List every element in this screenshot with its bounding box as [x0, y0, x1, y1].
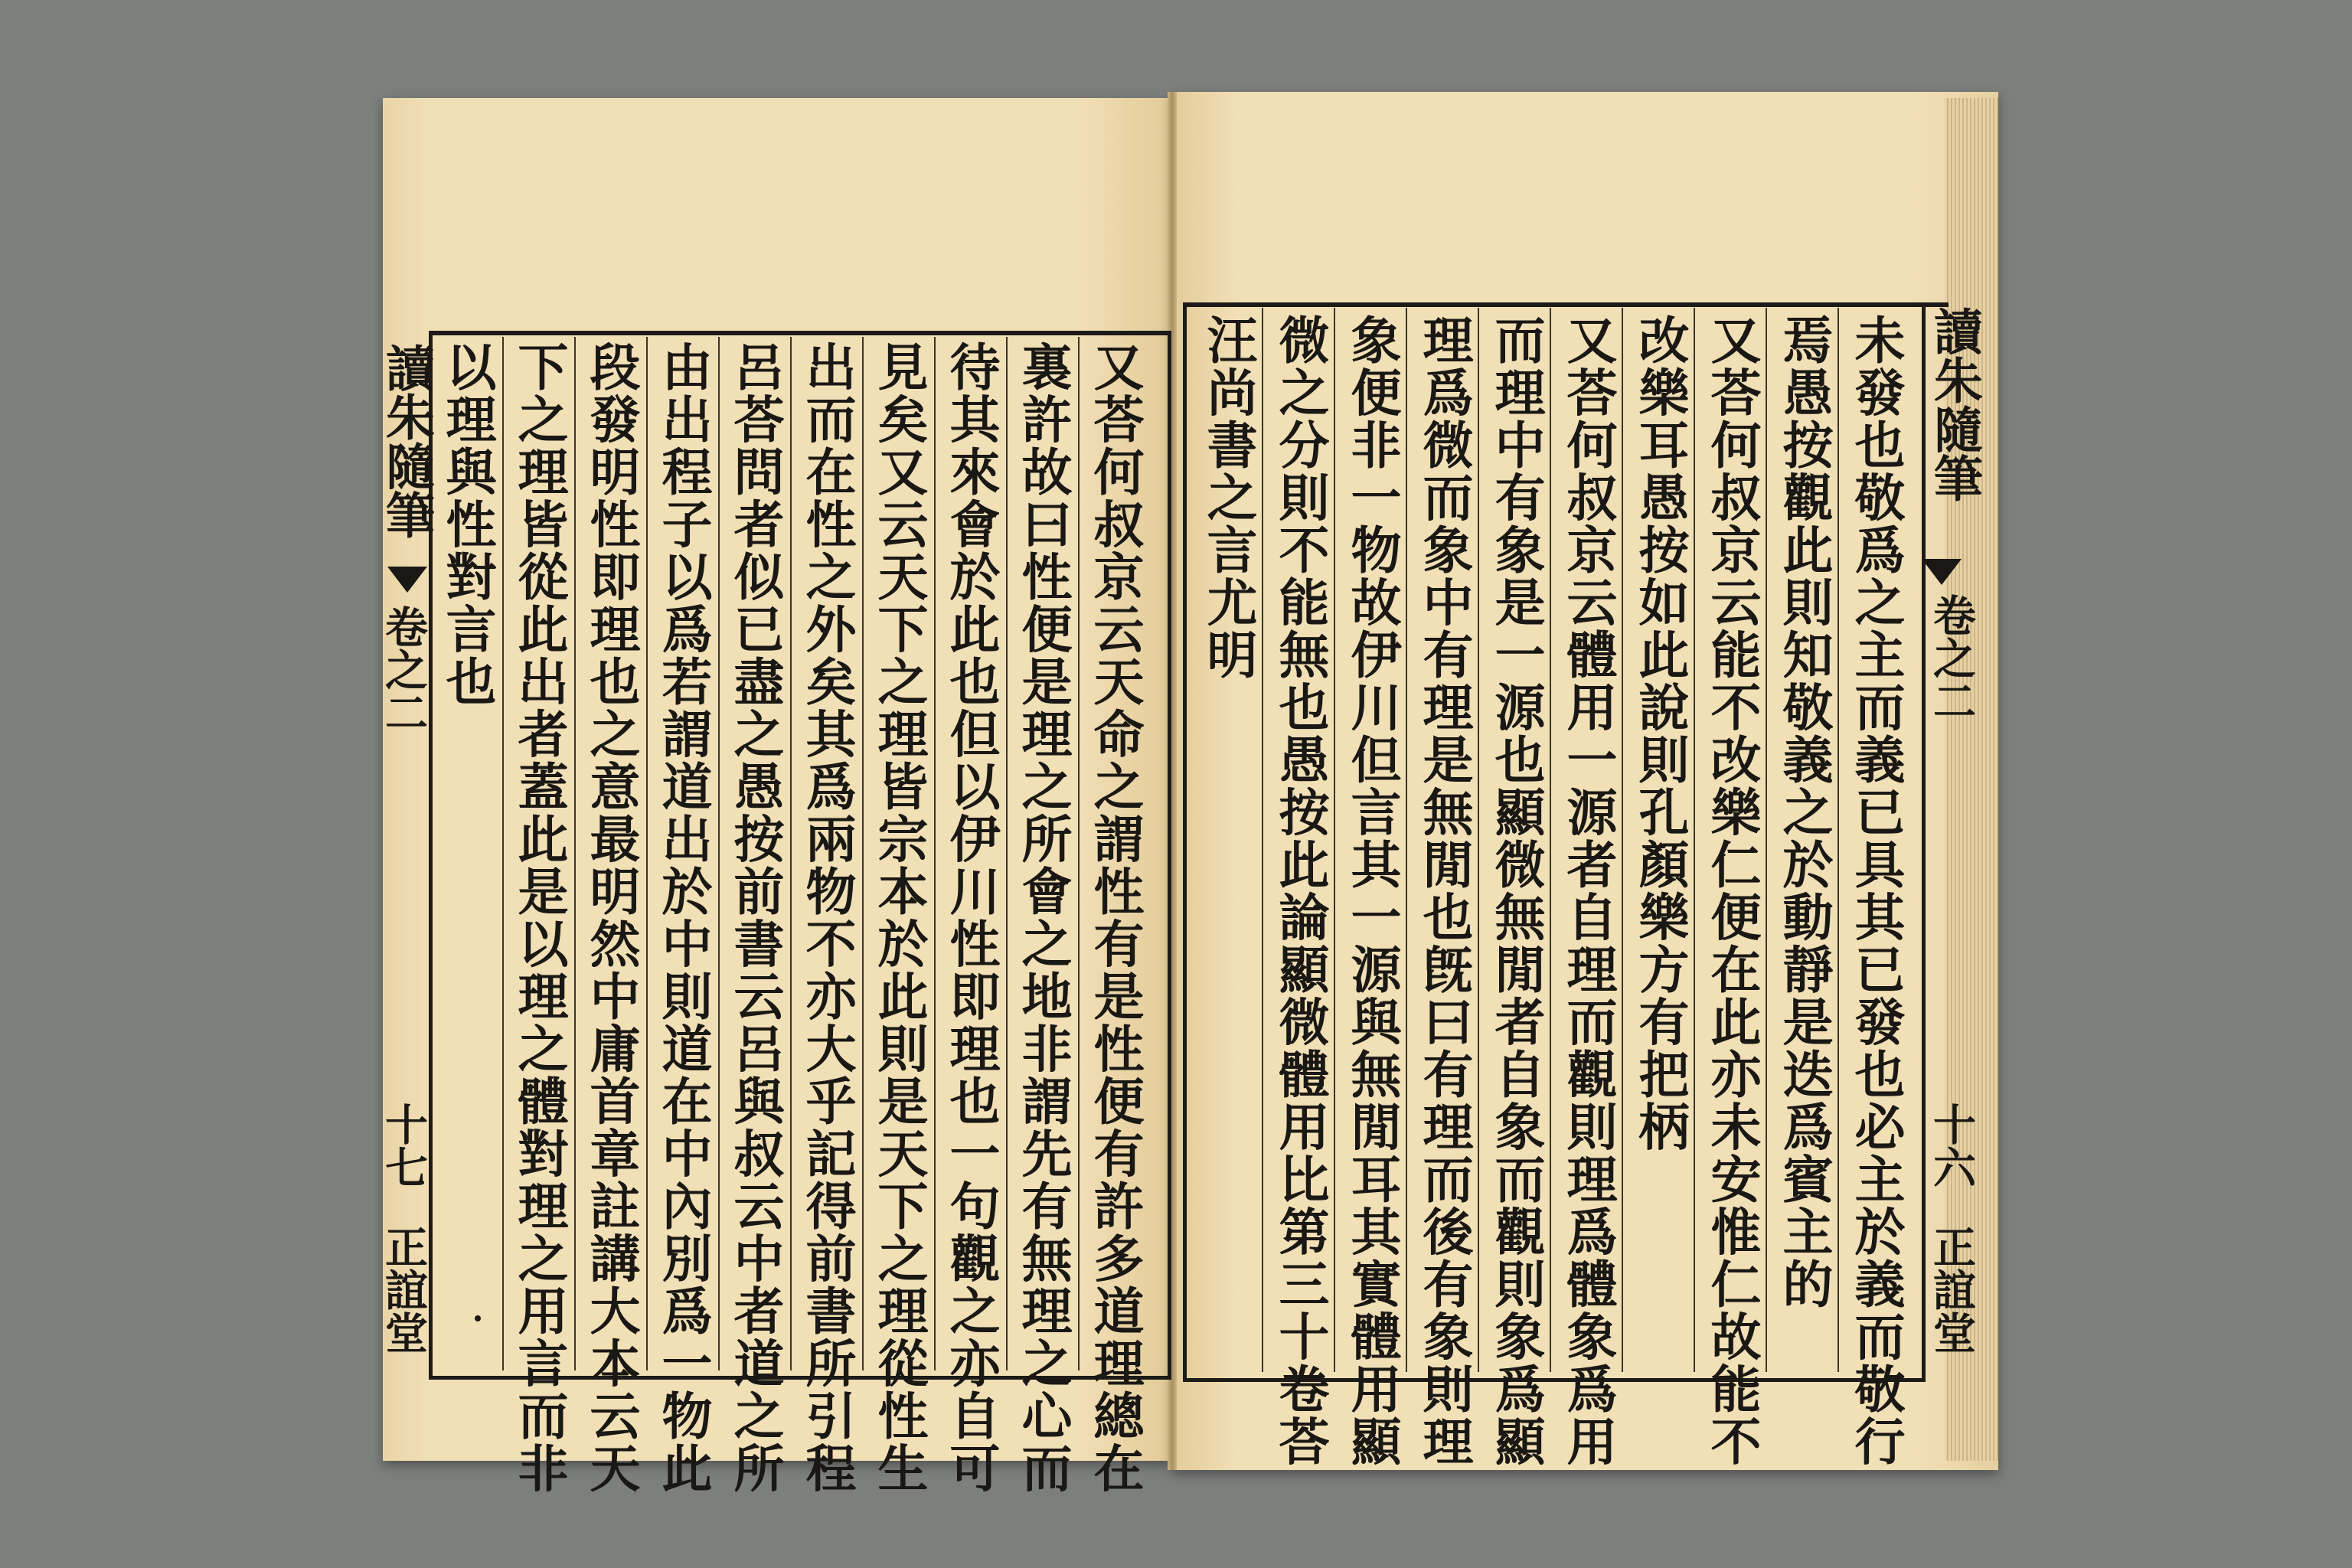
column-rule: [1694, 308, 1695, 1372]
column-rule: [502, 337, 504, 1370]
column-rule: [1478, 308, 1479, 1372]
left-fish-tail-mark: [387, 567, 427, 593]
column-rule: [574, 337, 576, 1370]
right-column-6: 而理中有象是一源也顯微無閒者自象而觀則象爲顯: [1486, 314, 1545, 1468]
left-column-9: 下之理皆從此出者蓋此是以理之體對理之用言而非: [509, 341, 568, 1494]
left-margin-volume: 卷之二: [378, 605, 428, 733]
right-column-5: 又荅何叔京云體用一源者自理而觀則理爲體象爲用: [1558, 314, 1617, 1468]
right-column-2: 焉愚按觀此則知敬義之於動靜是迭爲賓主的: [1774, 314, 1833, 1311]
right-margin-title: 讀朱隨筆: [1926, 306, 1982, 502]
column-rule: [1262, 308, 1263, 1372]
left-margin-folio: 十七: [378, 1102, 428, 1188]
column-rule: [718, 337, 720, 1370]
right-margin-volume: 卷之二: [1926, 593, 1976, 722]
column-rule: [646, 337, 648, 1370]
right-column-7: 理爲微而象中有理是無閒也旣曰有理而後有象則理: [1414, 314, 1473, 1468]
left-column-5: 出而在性之外矣其爲兩物不亦大乎記得前書所引程: [797, 341, 856, 1494]
column-rule: [1006, 337, 1008, 1370]
right-top-border: [1183, 302, 1949, 307]
right-column-8: 象便非一物故伊川但言其一源與無閒耳其實體用顯: [1342, 314, 1401, 1468]
right-column-1: 未發也敬爲之主而義已具其已發也必主於義而敬行: [1846, 314, 1905, 1468]
left-top-border: [429, 331, 1171, 335]
column-rule: [1622, 308, 1623, 1372]
left-column-7: 由出程子以爲若謂道出於中則道在中內別爲一物此: [653, 341, 712, 1494]
column-rule: [1334, 308, 1335, 1372]
left-column-1: 又荅何叔京云天命之謂性有是性便有許多道理總在: [1085, 341, 1144, 1494]
left-margin-title: 讀朱隨筆: [377, 343, 434, 539]
right-fish-tail-mark: [1922, 559, 1962, 585]
right-column-3: 又荅何叔京云能不改樂仁便在此亦未安惟仁故能不: [1702, 314, 1761, 1468]
column-rule: [1550, 308, 1551, 1372]
left-column-8: 段發明性即理也之意最明然中庸首章註講大本云天: [581, 341, 640, 1494]
column-rule: [1838, 308, 1839, 1372]
column-rule: [790, 337, 792, 1370]
left-column-2: 裏許故曰性便是理之所會之地非謂先有無理之心而: [1013, 341, 1072, 1494]
left-column-3: 待其來會於此也但以伊川性即理也一句觀之亦自可: [941, 341, 1000, 1494]
column-rule: [1406, 308, 1407, 1372]
right-column-10: 汪尚書之言尤明: [1198, 314, 1257, 681]
right-margin-folio: 十六: [1926, 1102, 1976, 1188]
column-rule: [1078, 337, 1080, 1370]
column-rule: [934, 337, 936, 1370]
punctuation-dot: [475, 1315, 481, 1321]
left-column-6: 呂荅問者似已盡之愚按前書云呂與叔云中者道之所: [725, 341, 784, 1494]
right-column-4: 改樂耳愚按如此說則孔顏樂方有把柄: [1630, 314, 1689, 1153]
left-margin-publisher: 正誼堂: [378, 1225, 428, 1354]
right-column-9: 微之分則不能無也愚按此論顯微體用比第三十卷荅: [1270, 314, 1329, 1468]
column-rule: [862, 337, 864, 1370]
left-column-4: 見矣又云天下之理皆宗本於此則是天下之理從性生: [869, 341, 928, 1494]
left-column-10: 以理與性對言也: [437, 341, 496, 708]
right-margin-publisher: 正誼堂: [1926, 1225, 1976, 1354]
column-rule: [1766, 308, 1767, 1372]
